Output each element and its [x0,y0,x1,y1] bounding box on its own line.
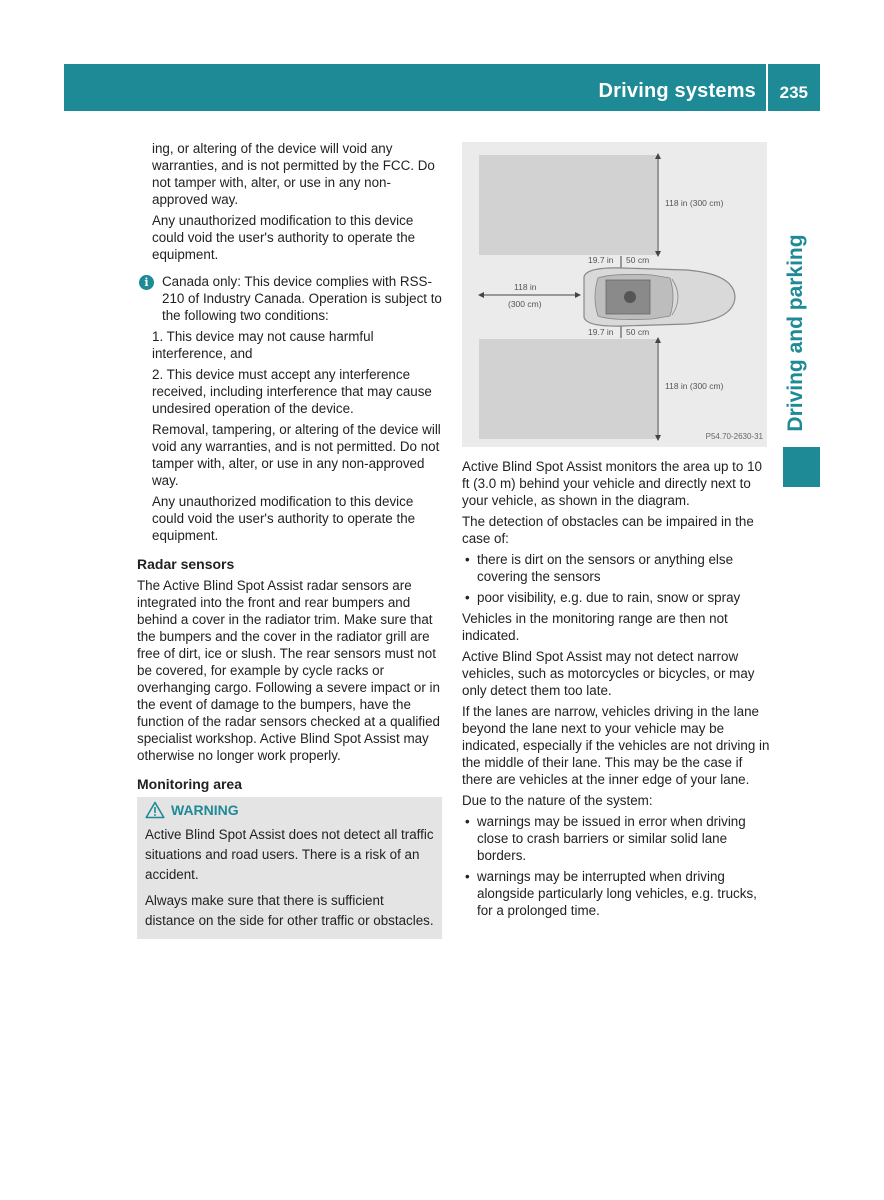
left-column [137,140,442,939]
note-paragraph: Any unauthorized modification to this device could void the user's authority to operate the equipment. [152,494,416,543]
paragraph: ing, or altering of the device will void any warranties, and is not permitted by the FCC. Do not tamper with, alter, or use in any non-approved way. [152,141,435,207]
paragraph: Vehicles in the monitoring range are then not indicated. [462,611,728,643]
heading-monitoring-area: Monitoring area [137,776,243,792]
side-width-label-line1: 118 in [514,282,537,292]
paragraph: The Active Blind Spot Assist radar sensors are integrated into the front and rear bumpers and behind a cover in the radiator trim. Make sure that the bumpers and the cover in the radiator grill are free of dirt, ice or slush. The rear sensors must not be covered, for example by cycle racks or overhanging cargo. Following a severe impact or in the event of damage to the bumpers, have the function of the radar sensors checked at a qualified specialist workshop. Active Blind Spot Assist may otherwise no longer work properly. [137,578,440,763]
paragraph: If the lanes are narrow, vehicles driving in the lane beyond the lane next to your vehicle may be indicated, especially if the vehicles are not driving in the middle of their lane. This may be the case if there are vehicles at the inner edge of your lane. [462,704,770,787]
warning-header [145,801,434,819]
gap-top-label: 19.7 in [588,255,614,265]
car-top-view [584,268,735,326]
note-paragraph: 1. This device may not cause harmful interference, and [152,329,374,361]
gap-bottom-label: 19.7 in [588,327,614,337]
paragraph: Due to the nature of the system: [462,793,653,808]
list-item: • warnings may be interrupted when driving alongside particularly long vehicles, e.g. trucks, for a prolonged time. [462,868,770,919]
bullet-list [462,551,770,606]
gap-top-cm-label: 50 cm [626,255,650,265]
paragraph: Any unauthorized modification to this device could void the user's authority to operate the equipment. [152,213,416,262]
warning-triangle-icon [145,801,165,819]
list-item: • poor visibility, e.g. due to rain, snow or spray [462,589,770,606]
chapter-marker [783,447,820,487]
warning-box [137,797,442,939]
info-icon: i [139,275,154,290]
list-item: • there is dirt on the sensors or anything else covering the sensors [462,551,770,585]
section-title: Driving systems [598,80,756,102]
paragraph: Active Blind Spot Assist monitors the area up to 10 ft (3.0 m) behind your vehicle and directly next to your vehicle, as shown in the diagram. [462,459,762,508]
page-number: 235 [779,83,808,102]
note-paragraph: 2. This device must accept any interference received, including interference that may cause undesired operation of the device. [152,367,432,416]
paragraph: The detection of obstacles can be impaired in the case of: [462,514,754,546]
bottom-length-label: 118 in (300 cm) [665,381,724,391]
paragraph: Active Blind Spot Assist may not detect narrow vehicles, such as motorcycles or bicycles, or may only detect them too late. [462,649,755,698]
info-note [137,273,442,544]
note-paragraph: Canada only: This device complies with RSS-210 of Industry Canada. Operation is subject to the following two conditions: [162,274,442,323]
top-length-label: 118 in (300 cm) [665,198,724,208]
gap-bottom-cm-label: 50 cm [626,327,650,337]
warning-paragraph: Always make sure that there is sufficient distance on the side for other traffic or obstacles. [145,893,434,928]
monitoring-area-diagram [462,142,767,447]
chapter-tab-label: Driving and parking [784,234,807,432]
side-width-label-line2: (300 cm) [508,299,542,309]
figure-reference: P54.70-2630-31 [705,432,763,441]
warning-paragraph: Active Blind Spot Assist does not detect all traffic situations and road users. There is a risk of an accident. [145,827,434,882]
monitoring-zone-left [479,155,657,255]
bullet-list [462,813,770,919]
diagram-svg [462,142,767,447]
monitoring-zone-right [479,339,657,439]
header-divider [766,64,768,111]
chapter-tab [770,228,822,438]
note-paragraph: Removal, tampering, or altering of the device will void any warranties, and is not permitted. Do not tamper with, alter, or use in any non-approved way. [152,422,441,488]
page-header [64,64,820,111]
right-column [462,458,770,923]
warning-label: WARNING [171,802,239,818]
heading-radar-sensors: Radar sensors [137,556,235,572]
list-item: • warnings may be issued in error when driving close to crash barriers or similar solid lane borders. [462,813,770,864]
